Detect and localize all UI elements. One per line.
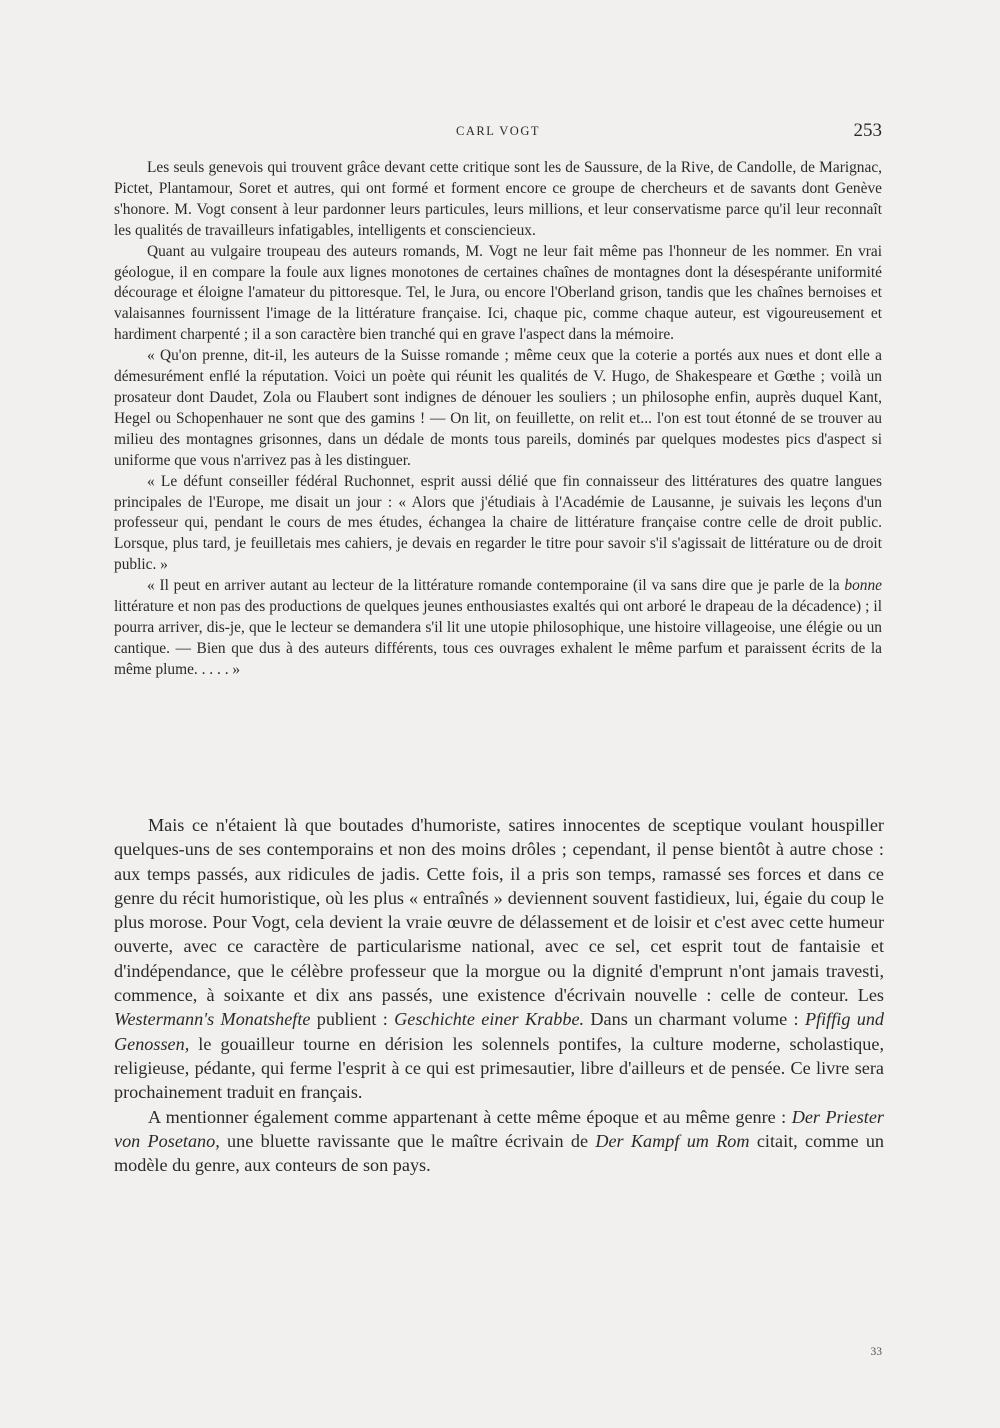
body-text-run: le gouailleur tourne en dérision les solennels pontifes, la culture moderne, scholastique, religieuse, pédante, qui ferme l'esprit à ce qui est primesautier, libre d'ailleurs et de pensée. Ce livre sera prochainement traduit en français.	[114, 1033, 884, 1103]
body-text-run: publient :	[310, 1009, 395, 1030]
quote-paragraph-2: Quant au vulgaire troupeau des auteurs romands, M. Vogt ne leur fait même pas l'honneur de les nommer. En vrai géologue, il en compare la foule aux lignes monotones de certaines chaînes de montagnes dont la désespérante uniformité décourage et éloigne l'amateur du pittoresque. Tel, le Jura, ou encore l'Oberland grison, tandis que les chaînes bernoises et valaisannes fournissent l'image de la littérature française. Ici, chaque pic, comme chaque auteur, est vigoureusement et hardiment charpenté ; il a son caractère bien tranché qui en grave l'aspect dans la mémoire.	[114, 242, 882, 344]
body-text-run: Dans un charmant volume :	[584, 1009, 805, 1030]
title-westermanns-monatshefte: Westermann's Monatshefte	[114, 1009, 311, 1030]
page-number: 253	[853, 120, 882, 141]
body-paragraph-1	[114, 813, 884, 1105]
body-text-run: une bluette ravissante que le maître écrivain de	[219, 1130, 596, 1151]
body-paragraph-2	[114, 1105, 884, 1178]
body-text-run: A mentionner également comme appartenant à cette même époque et au même genre :	[148, 1106, 792, 1127]
title-der-priester-von-posetano: Der Priester von Posetano,	[114, 1106, 885, 1151]
quote-paragraph-5	[114, 576, 882, 681]
printer-signature-mark: 33	[870, 1346, 882, 1358]
quote-paragraph-4: « Le défunt conseiller fédéral Ruchonnet, esprit aussi délié que fin connaisseur des littératures des quatre langues principales de l'Europe, me disait un jour : « Alors que j'étudiais à l'Académie de Lausanne, je suivais les leçons d'un professeur qui, pendant le cours de mes études, échangea la chaire de littérature française contre celle de droit public. Lorsque, plus tard, je feuilletais mes cahiers, je devais en regarder le titre pour savoir s'il s'agissait de littérature ou de droit public. »	[114, 472, 882, 574]
quote-paragraph-3: « Qu'on prenne, dit-il, les auteurs de la Suisse romande ; même ceux que la coterie a portés aux nues et dont elle a démesurément enflé la réputation. Voici un poète qui réunit les qualités de V. Hugo, de Shakespeare et Gœthe ; voilà un prosateur dont Daudet, Zola ou Flaubert sont indignes de dénouer les souliers ; un philosophe enfin, auprès duquel Kant, Hegel ou Schopenhauer ne sont que des gamins ! — On lit, on feuillette, on relit et... l'on est tout étonné de se trouver au milieu des montagnes grisonnes, dans un dédale de monts tous pareils, dominés par quelques modestes pics d'aspect si uniforme que vous n'arrivez pas à les distinguer.	[114, 347, 882, 469]
quote-paragraph-1: Les seuls genevois qui trouvent grâce devant cette critique sont les de Saussure, de la Rive, de Candolle, de Marignac, Pictet, Plantamour, Soret et autres, qui ont formé et forment encore ce groupe de chercheurs et de savants dont Genève s'honore. M. Vogt consent à leur pardonner leurs particules, leurs millions, et leur conservatisme parce qu'il leur reconnaît les qualités de travailleurs infatigables, intelligents et consciencieux.	[114, 159, 882, 239]
title-pfiffig-und-genossen: Pfiffig und Genossen,	[114, 1009, 885, 1054]
title-geschichte-einer-krabbe: Geschichte einer Krabbe.	[394, 1009, 585, 1030]
title-der-kampf-um-rom: Der Kampf um Rom	[595, 1130, 750, 1151]
body-text	[114, 813, 884, 1177]
page-header	[114, 120, 882, 148]
body-text-run: Mais ce n'étaient là que boutades d'humoriste, satires innocentes de sceptique voulant houspiller quelques-uns de ses contemporains et non des moins drôles ; cependant, il pense bientôt à autre chose : aux temps passés, aux ridicules de jadis. Cette fois, il a pris son temps, ramassé ses forces et dans ce genre du récit humoristique, où les plus « entraînés » deviennent souvent fastidieux, lui, égaie du coup le plus morose. Pour Vogt, cela devient la vraie œuvre de délassement et de loisir et c'est avec cette humeur ouverte, avec ce caractère de particularisme national, avec ce sel, cet esprit tout de fantaisie et d'indépendance, que le célèbre professeur que la morgue ou la dignité d'emprunt n'ont jamais travesti, commence, à soixante et dix ans passés, une existence d'écrivain nouvelle : celle de conteur. Les	[114, 815, 884, 1006]
quoted-passage	[114, 158, 882, 681]
italic-emphasis: bonne	[844, 577, 882, 595]
body-text-run: citait, comme un modèle du genre, aux conteurs de son pays.	[114, 1130, 885, 1176]
quote-text: « Il peut en arriver autant au lecteur de la littérature romande contemporaine (il va sans dire que je parle de la	[147, 577, 845, 595]
running-title: CARL VOGT	[456, 124, 540, 138]
quote-text: littérature et non pas des productions de quelques jeunes enthousiastes exaltés qui ont arboré le drapeau de la décadence) ; il pourra arriver, dis-je, que le lecteur se demandera s'il lit une utopie philosophique, une histoire villageoise, une élégie ou un cantique. — Bien que dus à des auteurs différents, tous ces ouvrages exhalent le même parfum et paraissent écrits de la même plume. . . . . »	[114, 598, 882, 678]
